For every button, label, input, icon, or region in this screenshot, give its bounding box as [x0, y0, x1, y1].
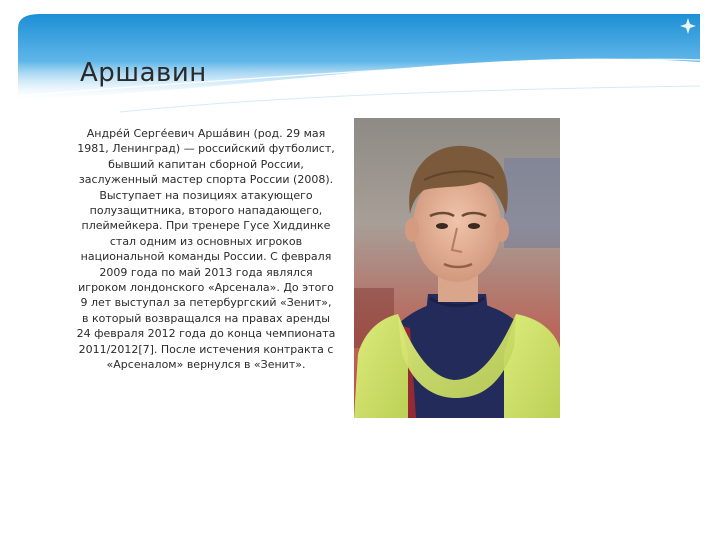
player-photo	[354, 118, 560, 418]
page-title: Аршавин	[80, 58, 207, 88]
portrait-image	[354, 118, 560, 418]
body-paragraph: Андре́й Серге́евич Арша́вин (род. 29 мая 1981, Ленинград) — российский футболист, бывший капитан сборной России, заслуженный мастер спорта России (2008). Выступает на позициях атакующего полузащитника, второго нападающего, плеймейкера. При тренере Гусе Хиддинке стал одним из основных игроков национальной команды России. С февраля 2009 года по май 2013 года являлся игроком лондонского «Арсенала». До этого 9 лет выступал за петербургский «Зенит», в который возвращался на правах аренды 24 февраля 2012 года до конца чемпионата 2011/2012[7]. После истечения контракта с «Арсеналом» вернулся в «Зенит».	[76, 127, 336, 372]
